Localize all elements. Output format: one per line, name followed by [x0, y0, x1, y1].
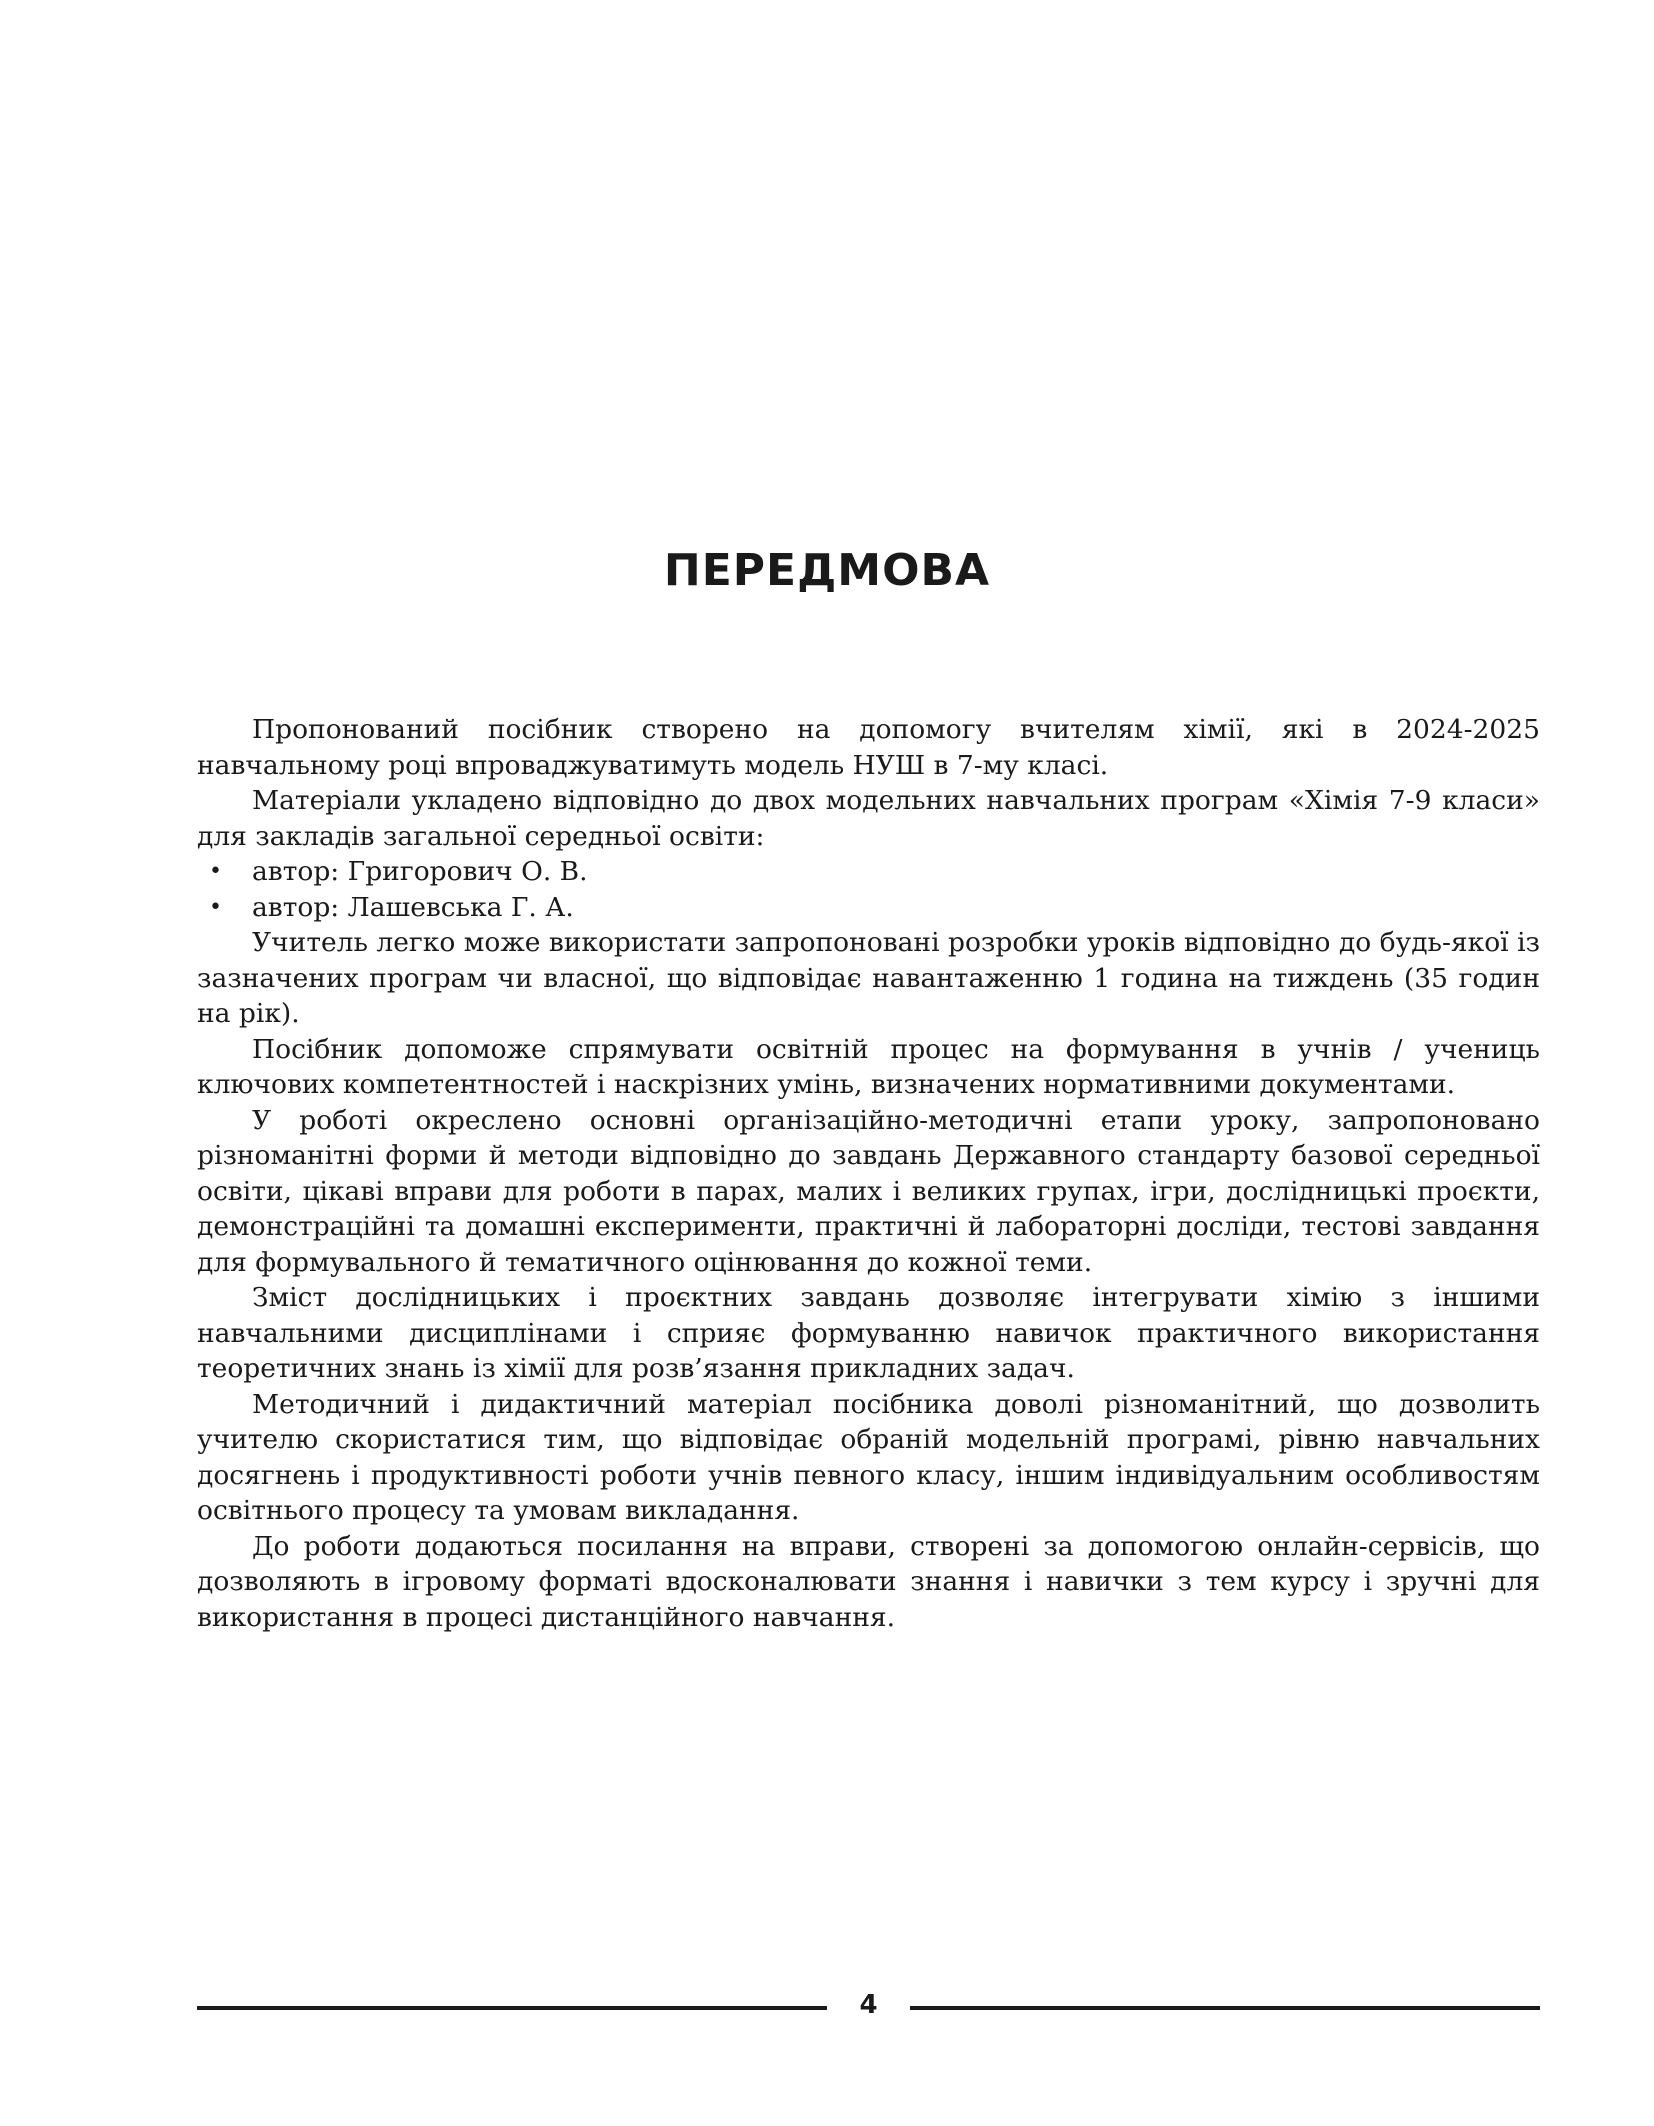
page-number: 4: [859, 1990, 878, 2020]
paragraph-online: До роботи додаються посилання на вправи, створені за допомогою онлайн-сервісів, що дозволяють в ігровому форматі вдосконалювати знання і навички з тем курсу і зручні для використання в процесі дистанційного навчання.: [197, 1530, 1540, 1633]
page-footer: [197, 1988, 1540, 2028]
page-title: ПЕРЕДМОВА: [663, 545, 991, 596]
paragraph-materials: Методичний і дидактичний матеріал посібника доволі різноманітний, що дозволить учителю скористатися тим, що відповідає обраній модельній програмі, рівню навчальних досягнень і продуктивності роботи учнів певного класу, іншим індивідуальним особливостям освітнього процесу та умовам викладання.: [197, 1388, 1540, 1526]
paragraph-competences: Посібник допоможе спрямувати освітній процес на формування в учнів / учениць ключових компетентностей і наскрізних умінь, визначених нормативними документами.: [197, 1033, 1540, 1100]
paragraph-intro: Пропонований посібник створено на допомогу вчителям хімії, які в 2024-2025 навчальному році впроваджуватимуть модель НУШ в 7-му класі.: [197, 714, 1540, 781]
footer-rule-left: [197, 2006, 827, 2010]
preface-body: [197, 712, 1540, 1635]
author-list: [197, 854, 1540, 925]
list-item: [197, 890, 1540, 926]
paragraph-integration: Зміст дослідницьких і проєктних завдань дозволяє інтегрувати хімію з іншими навчальними дисциплінами і сприяє формуванню навичок практичного використання теоретичних знань із хімії для розв’язання прикладних задач.: [197, 1282, 1540, 1384]
list-item: [197, 854, 1540, 890]
paragraph-usage: Учитель легко може використати запропоновані розробки уроків відповідно до будь-якої із зазначених програм чи власної, що відповідає навантаженню 1 година на тиждень (35 годин на рік).: [197, 927, 1540, 1029]
paragraph-structure: У роботі окреслено основні організаційно-методичні етапи уроку, запропоновано різноманітні форми й методи відповідно до завдань Державного стандарту базової середньої освіти, цікаві вправи для роботи в парах, малих і великих групах, ігри, дослідницькі проєкти, демонстраційні та домашні експерименти, практичні й лабораторні досліди, тестові завдання для формувального й тематичного оцінювання до кожної теми.: [197, 1104, 1540, 1278]
paragraph-programs: Матеріали укладено відповідно до двох модельних навчальних програм «Хімія 7-9 класи» для закладів загальної середньої освіти:: [197, 785, 1540, 852]
bullet-icon: •: [209, 894, 222, 920]
list-item-text: автор: Григорович О. В.: [252, 856, 588, 887]
footer-rule-right: [910, 2006, 1540, 2010]
list-item-text: автор: Лашевська Г. А.: [252, 891, 574, 923]
bullet-icon: •: [209, 859, 222, 884]
